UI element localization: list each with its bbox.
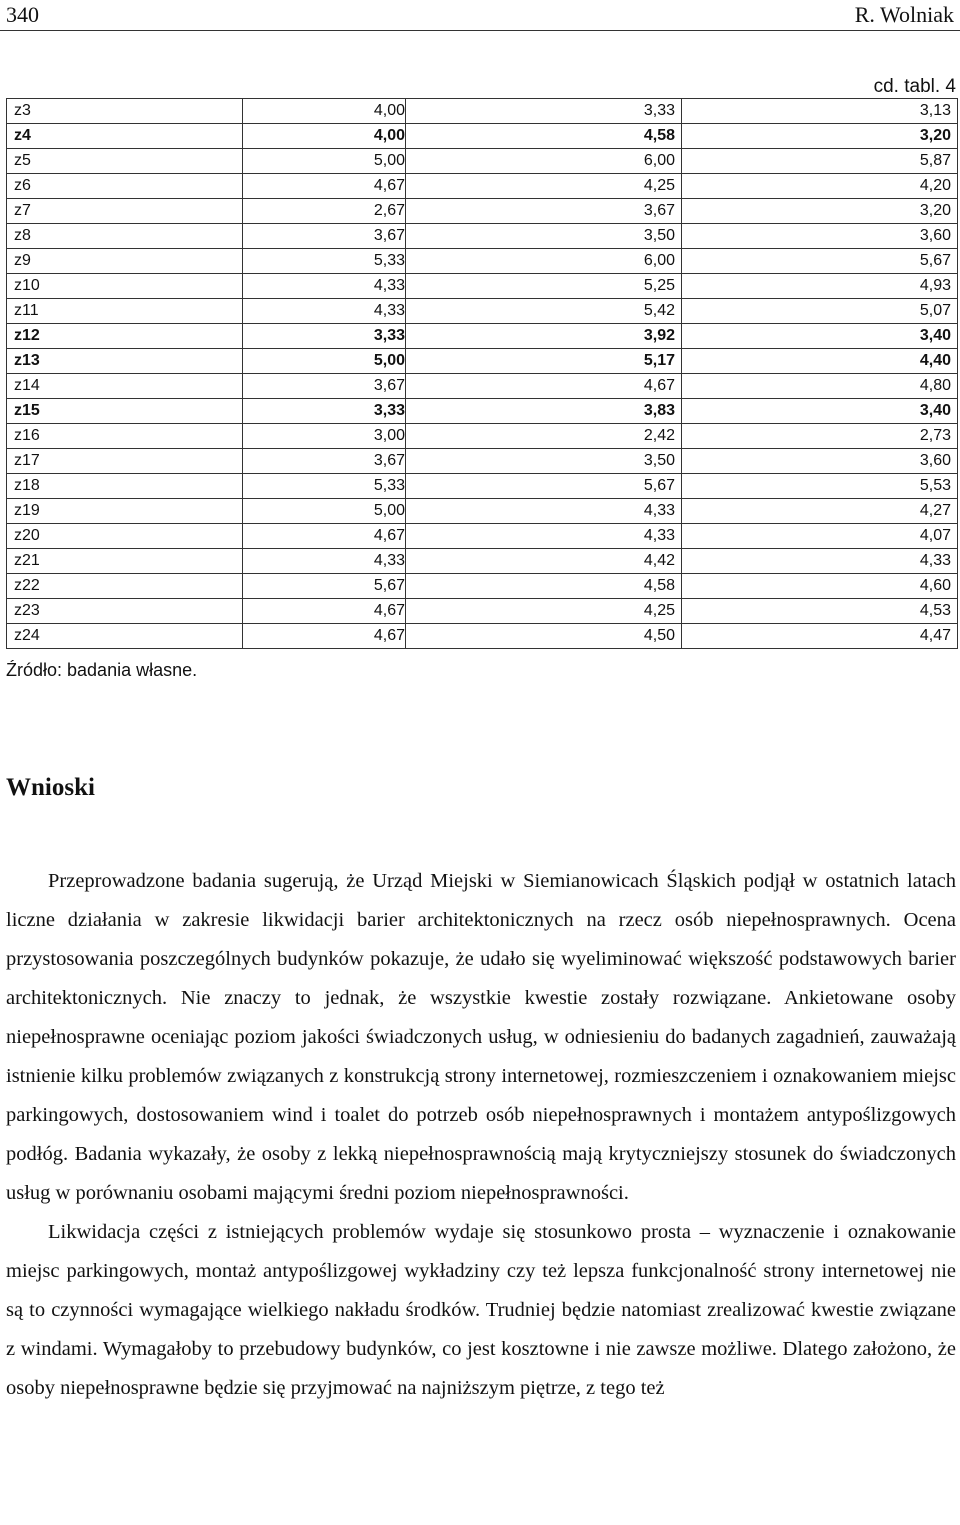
paragraph: Przeprowadzone badania sugerują, że Urząd Miejski w Siemianowicach Śląskich podjął w ostatnich latach liczne działania w zakresie likwidacji barier architektonicznych na rzecz osób niepełnosprawnych. Ocena przystosowania poszczególnych budynków pokazuje, że udało się wyeliminować większość podstawowych barier architektonicznych. Nie znaczy to jednak, że wszystkie kwestie zostały rozwiązane. Ankietowane osoby niepełnosprawne oceniając poziom jakości świadczonych usług, w odniesieniu do badanych zagadnień, zauważają istnienie kilku problemów związanych z konstrukcją strony internetowej, rozmieszczeniem i oznakowaniem miejsc parkingowych, dostosowaniem wind i toalet do potrzeb osób niepełnosprawnych i montażem antypoślizgowych podłóg. Badania wykazały, że osoby z lekką niepełnosprawnością mają krytyczniejszy stosunek do świadczonych usług w porównaniu osobami mającymi średni poziom niepełnosprawności. (6, 870, 956, 1204)
value-col-2: 3,92 (406, 324, 682, 349)
row-label: z23 (7, 599, 243, 624)
value-col-2: 3,33 (406, 99, 682, 124)
value-col-1: 4,00 (243, 99, 406, 124)
row-label: z21 (7, 549, 243, 574)
row-label: z17 (7, 449, 243, 474)
value-col-3: 5,07 (681, 299, 957, 324)
row-label: z10 (7, 274, 243, 299)
value-col-3: 4,60 (681, 574, 957, 599)
row-label: z7 (7, 199, 243, 224)
value-col-1: 4,67 (243, 599, 406, 624)
value-col-1: 3,67 (243, 224, 406, 249)
value-col-2: 4,67 (406, 374, 682, 399)
value-col-2: 6,00 (406, 149, 682, 174)
running-header (0, 0, 960, 31)
row-label: z15 (7, 399, 243, 424)
value-col-3: 5,87 (681, 149, 957, 174)
value-col-1: 5,33 (243, 474, 406, 499)
row-label: z3 (7, 99, 243, 124)
row-label: z14 (7, 374, 243, 399)
value-col-2: 4,25 (406, 174, 682, 199)
value-col-1: 5,00 (243, 499, 406, 524)
table-source: Źródło: badania własne. (6, 660, 198, 680)
value-col-3: 3,20 (681, 124, 957, 149)
value-col-3: 4,33 (681, 549, 957, 574)
value-col-3: 4,07 (681, 524, 957, 549)
value-col-1: 4,67 (243, 624, 406, 649)
table-row (7, 149, 958, 174)
value-col-1: 3,00 (243, 424, 406, 449)
value-col-3: 5,53 (681, 474, 957, 499)
table-row (7, 449, 958, 474)
value-col-2: 5,25 (406, 274, 682, 299)
table-row (7, 624, 958, 649)
table-row (7, 124, 958, 149)
row-label: z8 (7, 224, 243, 249)
value-col-2: 4,33 (406, 499, 682, 524)
results-table-body (7, 99, 958, 649)
value-col-1: 4,33 (243, 274, 406, 299)
table-row (7, 199, 958, 224)
value-col-2: 4,58 (406, 124, 682, 149)
table-row (7, 374, 958, 399)
table-row (7, 424, 958, 449)
table-row (7, 499, 958, 524)
table-row (7, 599, 958, 624)
value-col-2: 3,67 (406, 199, 682, 224)
row-label: z19 (7, 499, 243, 524)
value-col-3: 3,60 (681, 449, 957, 474)
value-col-2: 5,42 (406, 299, 682, 324)
table-continuation-label: cd. tabl. 4 (873, 76, 956, 97)
value-col-3: 2,73 (681, 424, 957, 449)
value-col-1: 5,00 (243, 149, 406, 174)
row-label: z16 (7, 424, 243, 449)
value-col-1: 2,67 (243, 199, 406, 224)
running-author: R. Wolniak (854, 2, 954, 27)
row-label: z9 (7, 249, 243, 274)
table-row (7, 524, 958, 549)
value-col-3: 3,40 (681, 324, 957, 349)
row-label: z4 (7, 124, 243, 149)
value-col-3: 5,67 (681, 249, 957, 274)
value-col-1: 3,33 (243, 324, 406, 349)
row-label: z22 (7, 574, 243, 599)
table-row (7, 299, 958, 324)
value-col-3: 3,40 (681, 399, 957, 424)
row-label: z5 (7, 149, 243, 174)
value-col-2: 3,50 (406, 449, 682, 474)
value-col-1: 4,00 (243, 124, 406, 149)
results-table (6, 98, 958, 649)
value-col-2: 4,42 (406, 549, 682, 574)
value-col-2: 5,67 (406, 474, 682, 499)
value-col-1: 4,67 (243, 524, 406, 549)
table-row (7, 324, 958, 349)
table-row (7, 224, 958, 249)
value-col-2: 4,33 (406, 524, 682, 549)
row-label: z13 (7, 349, 243, 374)
value-col-3: 3,60 (681, 224, 957, 249)
value-col-3: 4,47 (681, 624, 957, 649)
table-row (7, 274, 958, 299)
table-row (7, 399, 958, 424)
table-row (7, 574, 958, 599)
value-col-3: 4,27 (681, 499, 957, 524)
value-col-2: 5,17 (406, 349, 682, 374)
value-col-1: 4,33 (243, 299, 406, 324)
table-row (7, 549, 958, 574)
table-row (7, 349, 958, 374)
value-col-3: 4,53 (681, 599, 957, 624)
row-label: z12 (7, 324, 243, 349)
value-col-3: 4,93 (681, 274, 957, 299)
value-col-3: 4,80 (681, 374, 957, 399)
value-col-2: 4,58 (406, 574, 682, 599)
row-label: z20 (7, 524, 243, 549)
value-col-1: 3,67 (243, 374, 406, 399)
value-col-3: 4,20 (681, 174, 957, 199)
section-body (6, 862, 956, 1408)
table-row (7, 474, 958, 499)
value-col-1: 5,00 (243, 349, 406, 374)
row-label: z6 (7, 174, 243, 199)
value-col-1: 4,33 (243, 549, 406, 574)
value-col-2: 3,50 (406, 224, 682, 249)
value-col-2: 4,50 (406, 624, 682, 649)
table-row (7, 174, 958, 199)
section-title: Wnioski (6, 774, 95, 801)
value-col-2: 4,25 (406, 599, 682, 624)
paragraph: Likwidacja części z istniejących problemów wydaje się stosunkowo prosta – wyznaczenie i oznakowanie miejsc parkingowych, montaż antypoślizgowej wykładziny czy też lepsza funkcjonalność strony internetowej nie są to czynności wymagające wielkiego nakładu środków. Trudniej będzie natomiast zrealizować kwestie związane z windami. Wymagałoby to przebudowy budynków, co jest kosztowne i nie zawsze możliwe. Dlatego założono, że osoby niepełnosprawne będzie się przyjmować na najniższym piętrze, z tego też (6, 1221, 956, 1399)
value-col-2: 6,00 (406, 249, 682, 274)
table-row (7, 99, 958, 124)
value-col-2: 3,83 (406, 399, 682, 424)
value-col-3: 3,13 (681, 99, 957, 124)
table-row (7, 249, 958, 274)
value-col-1: 3,67 (243, 449, 406, 474)
value-col-2: 2,42 (406, 424, 682, 449)
value-col-3: 4,40 (681, 349, 957, 374)
value-col-1: 5,67 (243, 574, 406, 599)
row-label: z18 (7, 474, 243, 499)
row-label: z11 (7, 299, 243, 324)
value-col-1: 5,33 (243, 249, 406, 274)
value-col-3: 3,20 (681, 199, 957, 224)
value-col-1: 3,33 (243, 399, 406, 424)
page-number: 340 (6, 2, 39, 27)
value-col-1: 4,67 (243, 174, 406, 199)
row-label: z24 (7, 624, 243, 649)
